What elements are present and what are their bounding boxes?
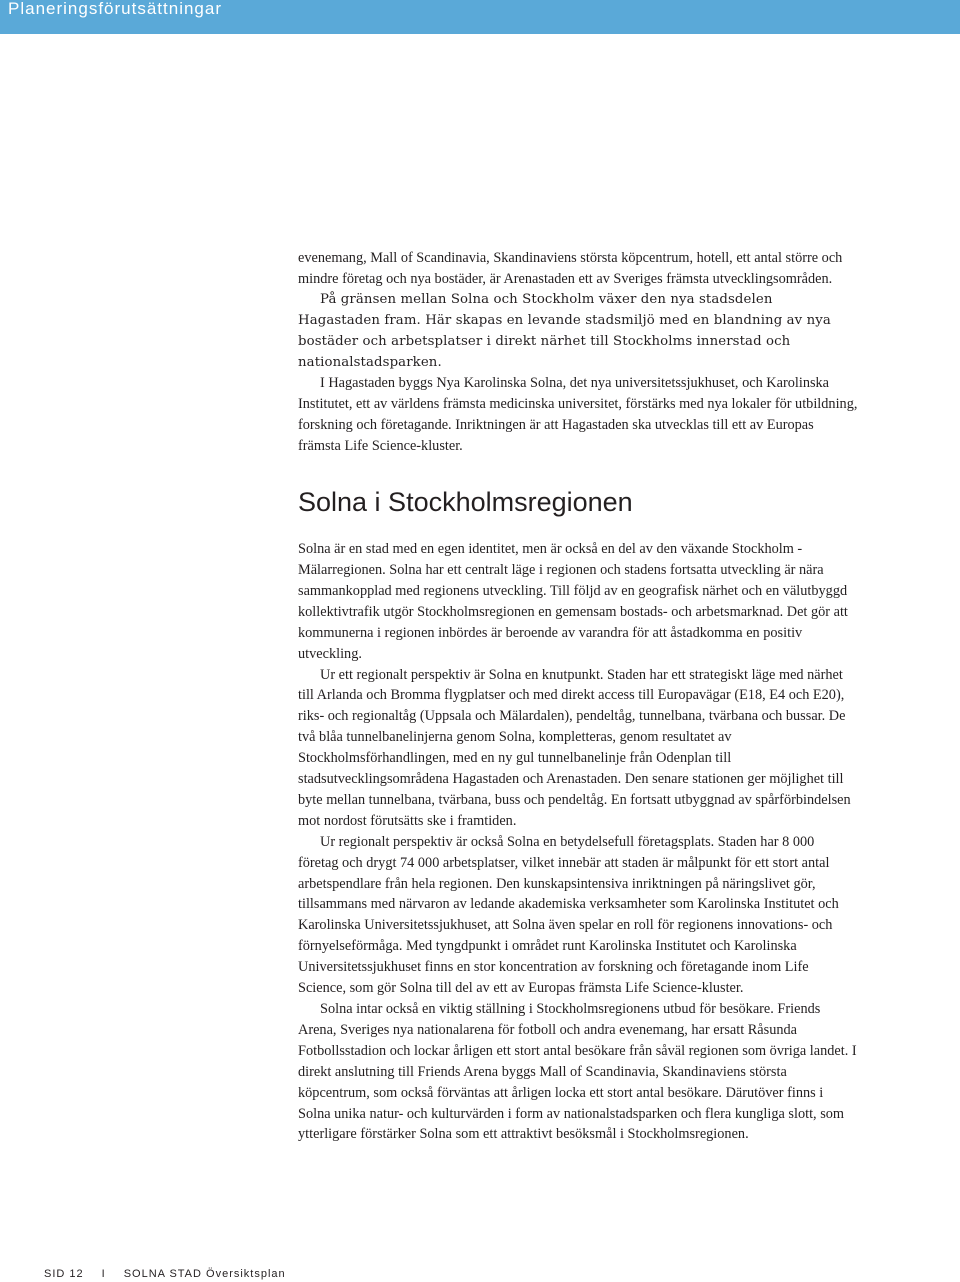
- main-content: [298, 248, 858, 1145]
- page-footer: [44, 1268, 286, 1280]
- header-band: [0, 0, 960, 34]
- footer-separator: I: [101, 1268, 106, 1280]
- section-heading: Solna i Stockholmsregionen: [298, 487, 633, 518]
- section-paragraph-4: Solna intar också en viktig ställning i Stockholmsregionens utbud för besökare. Friends Arena, Sveriges nya nationalarena för fotboll och andra evenemang, har ersatt Råsunda Fotbollsstadion och lockar årligen ett stort antal besökare från såväl regionen som övriga landet. I direkt anslutning till Friends Arena byggs Mall of Scandinavia, Skandinaviens största köpcentrum, som också förväntas att årligen locka ett stort antal besökare. Därutöver finns i Solna unika natur- och kulturvärden i form av nationalstadsparken och flera kungliga slott, som ytterligare förstärker Solna som ett attraktivt besöksmål i Stockholmsregionen.: [298, 1001, 857, 1143]
- section-paragraph-2: Ur ett regionalt perspektiv är Solna en knutpunkt. Staden har ett strategiskt läge med närhet till Arlanda och Bromma flygplatser och med direkt access till Europavägar (E18, E4 och E20), riks- och regionaltåg (Uppsala och Mälardalen), pendeltåg, tunnelbana, tvärbana och bussar. De två blåa tunnelbanelinjerna genom Solna, kompletteras, genom resultatet av Stockholmsförhandlingen, med en ny gul tunnelbanelinje från Odenplan till stadsutvecklingsområdena Hagastaden och Arenastaden. Den senare stationen ger möjlighet till byte mellan tunnelbana, tvärbana, buss och pendeltåg. En fortsatt utbyggnad av spårförbindelsen mot nordost förutsätts ske i framtiden.: [298, 666, 851, 829]
- section-paragraph-1: Solna är en stad med en egen identitet, men är också en del av den växande Stockholm - Mälarregionen. Solna har ett centralt läge i regionen och stadens fortsatta utveckling är nära sammankopplad med regionens utveckling. Till följd av en geografisk närhet och en välutbyggd kollektivtrafik utgör Stockholmsregionen en gemensam bostads- och arbetsmarknad. Det gör att kommunerna i regionen inbördes är beroende av varandra för att åstadkomma en positiv utveckling.: [298, 541, 848, 662]
- intro-paragraph-2: På gränsen mellan Solna och Stockholm växer den nya stadsdelen Hagastaden fram. Här skapas en levande stadsmiljö med en blandning av nya bostäder och arbetsplatser i direkt närhet till Stockholms innerstad och nationalstadsparken.: [298, 291, 831, 370]
- intro-paragraph-1: evenemang, Mall of Scandinavia, Skandinaviens största köpcentrum, hotell, ett antal större och mindre företag och nya bostäder, är Arenastaden ett av Sveriges främsta utvecklingsområden.: [298, 250, 843, 287]
- header-title: Planeringsförutsättningar: [8, 0, 223, 18]
- intro-paragraph-3: I Hagastaden byggs Nya Karolinska Solna, det nya universitetssjukhuset, och Karolinska Institutet, ett av världens främsta medicinska universitet, förstärks med nya lokaler för utbildning, forskning och företagande. Inriktningen är att Hagastaden ska utvecklas till ett av Europas främsta Life Science-kluster.: [298, 375, 858, 455]
- document-title: SOLNA STAD Översiktsplan: [123, 1268, 286, 1280]
- page-number: SID 12: [44, 1268, 84, 1280]
- section-paragraph-3: Ur regionalt perspektiv är också Solna en betydelsefull företagsplats. Staden har 8 000 företag och drygt 74 000 arbetsplatser, vilket innebär att staden är målpunkt för ett stort antal arbetspendlare från hela regionen. Den kunskapsintensiva inriktningen på näringslivet gör, tillsammans med närvaron av ledande akademiska verksamheter som Karolinska Institutet och Karolinska Universitetssjukhuset, att Solna även spelar en roll för regionens innovations- och förnyelseförmåga. Med tyngdpunkt i området runt Karolinska Institutet och Karolinska Universitetssjukhuset finns en stor koncentration av forskning och företagande inom Life Science, som gör Solna till del av ett av Europas främsta Life Science-kluster.: [298, 833, 839, 997]
